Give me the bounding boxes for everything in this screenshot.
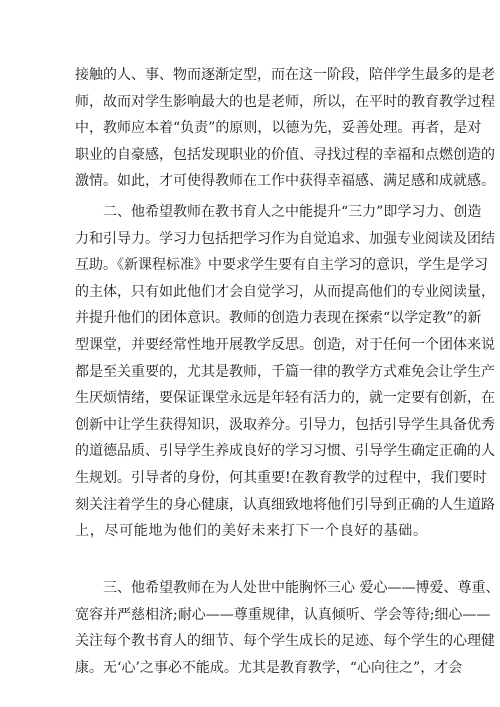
text-line: 三、他希望教师在为人处世中能胸怀三心 爱心——博爱、尊重、 [103, 580, 500, 597]
text-line: 生规划。引导者的身份，何其重要!在教育教学的过程中，我们要时 [75, 469, 487, 486]
text-line: 激情。如此，才可使得教师在工作中获得幸福感、满足感和成就感。 [75, 173, 495, 190]
paragraph [75, 575, 500, 681]
text-line: 的主体，只有如此他们才会自觉学习，从而提高他们的专业阅读量， [75, 283, 495, 300]
text-line: 并提升他们的团体意识。教师的创造力表现在探索“以学定教”的新 [75, 310, 482, 327]
text-line: 二、他希望教师在教书育人之中能提升“三力”即学习力、创造 [103, 203, 482, 220]
text-line: 都是至关重要的，尤其是教师，千篇一律的教学方式难免会让学生产 [75, 363, 495, 380]
text-line: 关注每个教书育人的细节、每个学生成长的足迹、每个学生的心理健 [75, 633, 495, 650]
text-line: 康。无‘心’之事必不能成。尤其是教育教学，“心向往之”，才会 [75, 660, 463, 677]
text-line: 创新中让学生获得知识，汲取养分。引导力，包括引导学生具备优秀 [75, 416, 495, 433]
text-line [75, 545, 427, 572]
text-line: 中，教师应本着“负责”的原则，以德为先，妥善处理。再者，是对 [75, 120, 482, 137]
text-line: 力和引导力。学习力包括把学习作为自觉追求、加强专业阅读及团结 [75, 230, 495, 247]
text-line: 师，故而对学生影响最大的也是老师，所以，在平时的教育教学过程 [75, 93, 495, 110]
text-line: 型课堂，并要经常性地开展教学反思。创造，对于任何一个团体来说 [75, 336, 495, 353]
text-line: 生厌烦情绪，要保证课堂永远是年轻有活力的，就一定要有创新，在 [75, 390, 495, 407]
text-line: 上，尽可能地为他们的美好未来打下一个良好的基础。 [75, 523, 427, 540]
text-line: 刻关注着学生的身心健康，认真细致地将他们引导到正确的人生道路 [75, 496, 495, 513]
paragraph [75, 62, 495, 195]
text-line: 宽容并严慈相济;耐心——尊重规律，认真倾听、学会等待;细心—— [75, 606, 491, 623]
text-line: 的道德品质、引导学生养成良好的学习习惯、引导学生确定正确的人 [75, 443, 495, 460]
paragraph [75, 199, 495, 571]
document-body [75, 62, 500, 682]
text-line: 职业的自豪感，包括发现职业的价值、寻找过程的幸福和点燃创造的 [75, 146, 495, 163]
text-line: 互助。《新课程标准》中要求学生要有自主学习的意识，学生是学习 [75, 257, 488, 274]
text-line: 接触的人、事、物而逐渐定型，而在这一阶段，陪伴学生最多的是老 [75, 67, 495, 83]
